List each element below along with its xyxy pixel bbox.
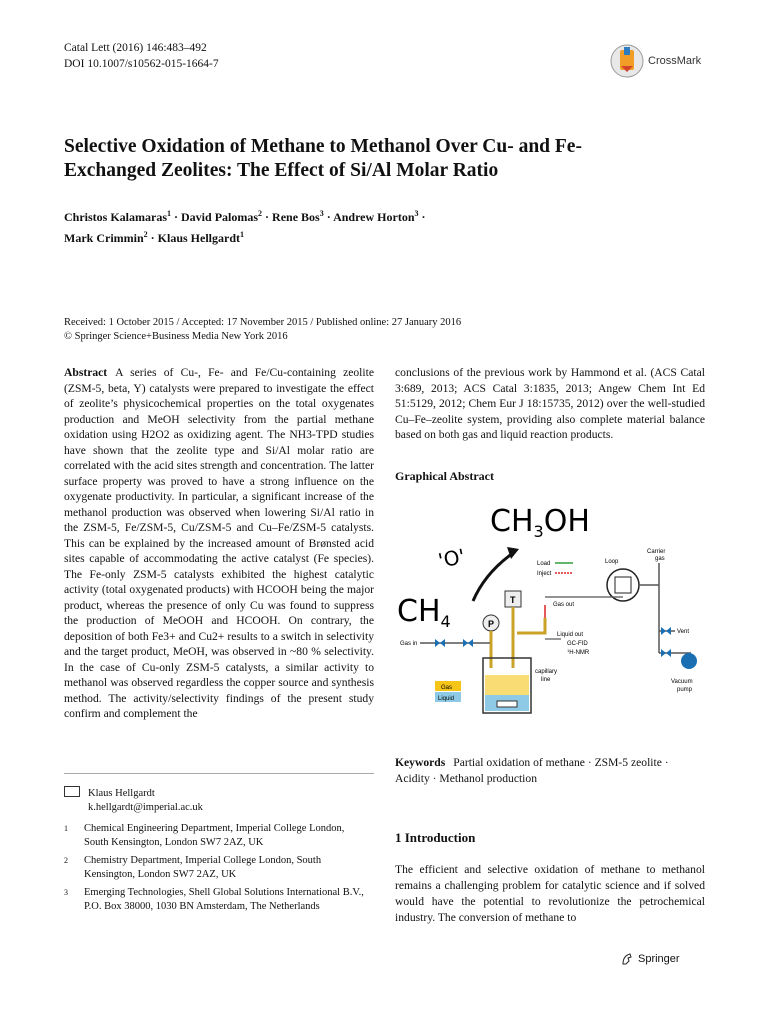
copyright-line: © Springer Science+Business Media New York 2016 <box>64 331 288 342</box>
email-link[interactable]: k.hellgardt@imperial.ac.uk <box>88 802 203 813</box>
gc-fid-label: GC-FID <box>567 641 588 647</box>
svg-text:pump: pump <box>677 687 693 693</box>
author-name: Rene Bos <box>272 210 320 224</box>
crossmark-badge[interactable] <box>610 44 701 78</box>
springer-label: Springer <box>638 953 680 965</box>
paper-title: Selective Oxidation of Methane to Methanol Over Cu- and Fe-Exchanged Zeolites: The Effect of Si/Al Molar Ratio <box>64 136 582 181</box>
received-line: Received: 1 October 2015 / Accepted: 17 November 2015 / Published online: 27 January 2016 <box>64 317 462 328</box>
abstract-continued: conclusions of the previous work by Hammond et al. (ACS Catal 3:689, 2013; ACS Catal 3:1835, 2013; Angew Chem Int Ed 51:5129, 2012; Chem Eur J 18:15735, 2012) over the well-studied Cu–Fe–zeolite system, providing also complete material balance based on both gas and liquid reaction products. <box>395 366 705 441</box>
author-name: David Palomas <box>181 210 259 224</box>
section-heading-introduction: 1 Introduction <box>395 830 476 845</box>
author-name: Andrew Horton <box>333 210 415 224</box>
author-name: Klaus Hellgardt <box>157 231 241 245</box>
affiliation-1: 1 Chemical Engineering Department, Imperial College London, South Kensington, London SW7 2AZ, UK <box>64 823 345 848</box>
author-line-2: Mark Crimmin$^2$ · Klaus Hellgardt$^1$ <box>64 230 245 245</box>
gas-legend: Gas <box>441 685 453 691</box>
author-affiliation-sup: 3 <box>414 209 419 218</box>
springer-horse-icon <box>620 952 634 966</box>
publisher-footer <box>620 952 680 966</box>
affiliation-3: 3 Emerging Technologies, Shell Global Solutions International B.V., P.O. Box 38000, 1030 BN Amsterdam, The Netherlands <box>64 887 364 912</box>
publication-dates <box>64 316 624 344</box>
svg-text:capillary: capillary <box>535 669 558 675</box>
author-name: Mark Crimmin <box>64 231 144 245</box>
author-name: Christos Kalamaras <box>64 210 167 224</box>
author-affiliation-sup: 3 <box>319 209 324 218</box>
carrier-gas-label: Carrier <box>647 549 666 555</box>
svg-text:line: line <box>541 677 551 683</box>
valve-icon <box>435 639 445 647</box>
footnote-divider <box>64 773 374 774</box>
loop-label: Loop <box>605 559 619 565</box>
author-affiliation-sup: 1 <box>240 230 245 239</box>
liquid-legend: Liquid <box>438 696 455 702</box>
ch4-label: $CH_4$ <box>397 594 451 631</box>
abstract <box>64 365 374 722</box>
journal-header <box>64 40 219 72</box>
vent-label: Vent <box>677 629 690 635</box>
gas-in-label: Gas in <box>400 641 418 647</box>
affiliation-2: 2 Chemistry Department, Imperial College London, South Kensington, London SW7 2AZ, UK <box>64 855 322 880</box>
vacuum-pump-icon <box>681 653 697 669</box>
svg-text:Vacuum: Vacuum <box>671 679 693 685</box>
introduction-text: The efficient and selective oxidation of methane to methanol remains a challenging problem for catalytic science and if solved would have the potential to revolutionize the petrochemical industry. The conversion of methane to <box>395 863 705 924</box>
legend-load: Load <box>537 561 551 567</box>
author-affiliation-sup: 2 <box>143 230 148 239</box>
o-label: 'O' <box>436 543 468 573</box>
temperature-gauge: T <box>510 595 516 605</box>
ch3oh-label: $CH_3OH$ <box>490 504 590 541</box>
envelope-icon <box>64 786 80 797</box>
crossmark-label: CrossMark <box>648 55 702 67</box>
journal-citation: Catal Lett (2016) 146:483–492 <box>64 42 207 54</box>
correspondence <box>64 785 203 815</box>
pressure-gauge: P <box>488 619 495 629</box>
keywords <box>395 755 705 787</box>
valve-icon <box>463 639 473 647</box>
crossmark-icon <box>610 44 644 78</box>
h-nmr-label: $^1$H-NMR <box>567 648 590 656</box>
corresponding-author: Klaus Hellgardt <box>88 788 155 799</box>
liquid-out-label: Liquid out <box>557 632 584 638</box>
graphical-abstract-heading: Graphical Abstract <box>395 469 494 483</box>
graphical-abstract-figure <box>395 493 705 728</box>
abstract-text: A series of Cu-, Fe- and Fe/Cu-containing zeolite (ZSM-5, beta, Y) catalysts were prepared to investigate the effect of zeolite’s physicochemical properties on the total oxygenates production and MeOH selectivity from the partial methane oxidation using H2O2 as oxidizing agent. The NH3-TPD studies have shown that the zeolite type and Si/Al molar ratio are correlated with the acid sites strength and concentration. The latter surface property was proved to have a strong influence on the oxygenate productivity. In particular, a significant increase of the methanol production was observed when lowering Si/Al ratio in the ZSM-5, Fe/ZSM-5, Cu/ZSM-5 and Cu–Fe/ZSM-5 catalysts. This can be explained by the increased amount of Brønsted acid sites capable of accommodating the active catalyst (Fe species). The Fe-only ZSM-5 catalysts exhibited the highest catalytic activity (total oxygenated products) with HCOOH being the major product, whereas the presence of only Cu was found to suppress the production of MeOOH and HCOOH. On contrary, the deposition of both Fe3+ and Cu2+ results to a switch in selectivity and the target product, MeOH, was observed in ~80 % selectivity. In the case of Cu-only ZSM-5 catalysts, a similar activity to methanol was observed regardless the copper source and synthesis method. The activity/selectivity findings of the present study confirm and complement the <box>64 366 374 720</box>
gas-out-label: Gas out <box>553 602 575 608</box>
sampling-valve <box>607 569 639 601</box>
svg-text:gas: gas <box>655 556 665 562</box>
keywords-heading: Keywords <box>395 756 446 769</box>
author-affiliation-sup: 2 <box>258 209 263 218</box>
doi[interactable]: DOI 10.1007/s10562-015-1664-7 <box>64 58 219 70</box>
abstract-heading: Abstract <box>64 366 108 379</box>
author-affiliation-sup: 1 <box>167 209 171 218</box>
legend-inject: Inject <box>537 571 552 577</box>
author-line-1: Christos Kalamaras$^1$ · David Palomas$^2$ · Rene Bos$^3$ · Andrew Horton$^3$ · <box>64 209 426 224</box>
author-list <box>64 205 624 247</box>
keywords-text: Partial oxidation of methane · ZSM-5 zeolite · Acidity · Methanol production <box>395 756 669 785</box>
